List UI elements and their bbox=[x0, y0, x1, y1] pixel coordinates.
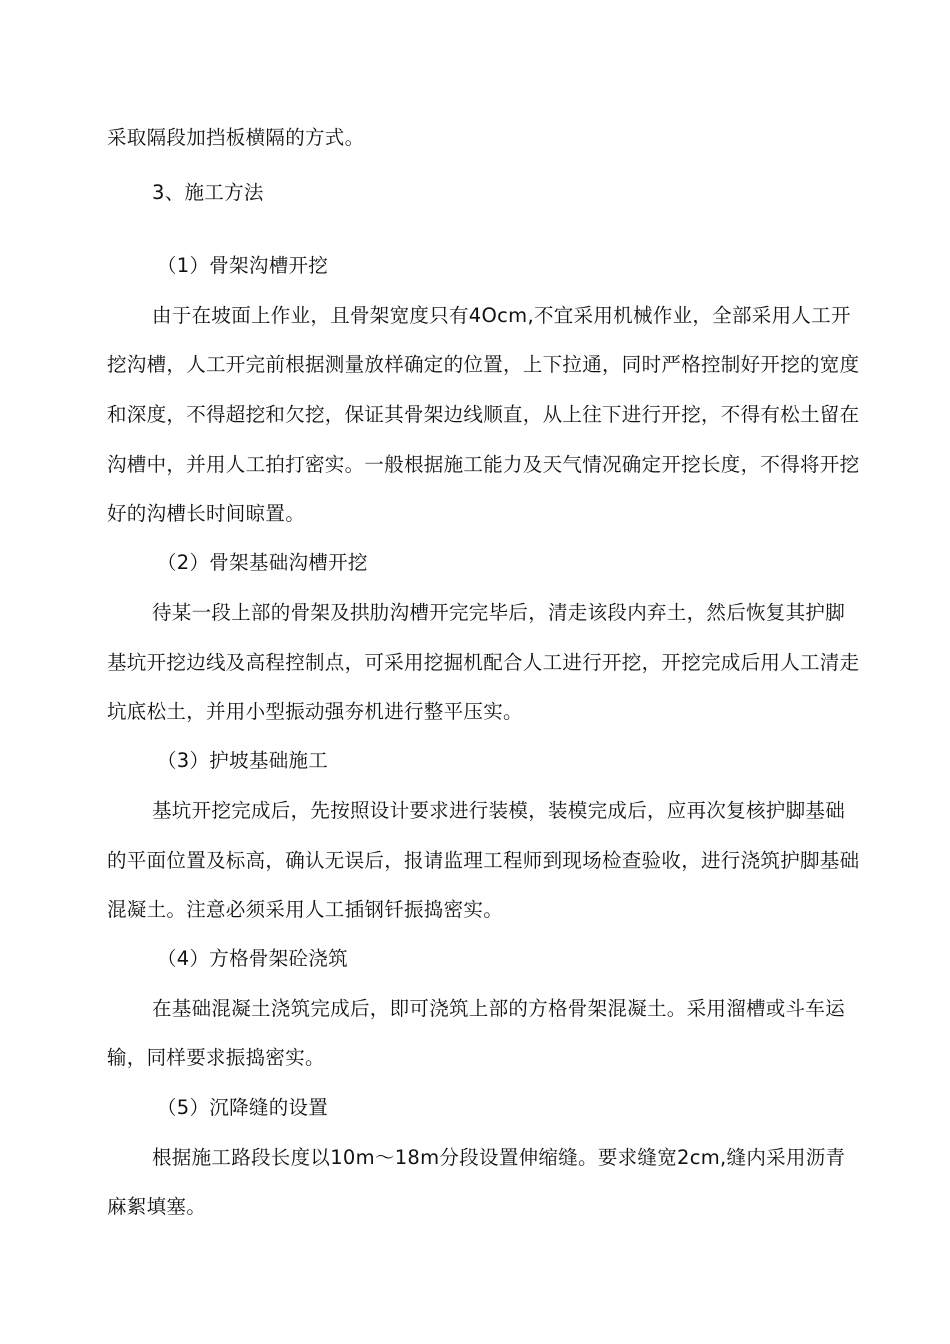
paragraph-line: 根据施工路段长度以10m〜18m分段设置伸缩缝。要求缝宽2cm,缝内采用沥青 bbox=[152, 1146, 846, 1169]
paragraph-line: 挖沟槽，人工开完前根据测量放样确定的位置，上下拉通，同时严格控制好开挖的宽度 bbox=[107, 353, 860, 376]
paragraph-line: 待某一段上部的骨架及拱肋沟槽开完完毕后，清走该段内弃土，然后恢复其护脚 bbox=[152, 601, 846, 624]
paragraph-line: 由于在坡面上作业，且骨架宽度只有4Ocm,不宜采用机械作业，全部采用人工开 bbox=[152, 304, 851, 327]
paragraph-line: 的平面位置及标高，确认无误后，报请监理工程师到现场检查验收，进行浇筑护脚基础 bbox=[107, 849, 860, 872]
subsection-heading: （3）护坡基础施工 bbox=[157, 749, 329, 772]
paragraph-line: 输，同样要求振捣密实。 bbox=[107, 1046, 325, 1069]
paragraph-line: 基坑开挖边线及高程控制点，可采用挖掘机配合人工进行开挖，开挖完成后用人工清走 bbox=[107, 651, 860, 674]
paragraph-line: 沟槽中，并用人工拍打密实。一般根据施工能力及天气情况确定开挖长度，不得将开挖 bbox=[107, 453, 860, 476]
subsection-heading: （2）骨架基础沟槽开挖 bbox=[157, 551, 368, 574]
paragraph-line: 坑底松土，并用小型振动强夯机进行整平压实。 bbox=[107, 700, 523, 723]
subsection-heading: （5）沉降缝的设置 bbox=[157, 1096, 329, 1119]
subsection-heading: （1）骨架沟槽开挖 bbox=[157, 254, 329, 277]
paragraph-line: 在基础混凝土浇筑完成后，即可浇筑上部的方格骨架混凝土。采用溜槽或斗车运 bbox=[152, 997, 846, 1020]
paragraph-line: 基坑开挖完成后，先按照设计要求进行装模，装模完成后，应再次复核护脚基础 bbox=[152, 799, 846, 822]
paragraph-line: 和深度，不得超挖和欠挖，保证其骨架边线顺直，从上往下进行开挖，不得有松土留在 bbox=[107, 403, 860, 426]
paragraph-line: 好的沟槽长时间晾置。 bbox=[107, 502, 306, 525]
paragraph-line: 采取隔段加挡板横隔的方式。 bbox=[107, 126, 365, 149]
paragraph-line: 麻絮填塞。 bbox=[107, 1195, 207, 1218]
paragraph-line: 混凝土。注意必须采用人工插钢钎振捣密实。 bbox=[107, 898, 504, 921]
section-heading: 3、施工方法 bbox=[152, 181, 264, 204]
subsection-heading: （4）方格骨架砼浇筑 bbox=[157, 947, 348, 970]
